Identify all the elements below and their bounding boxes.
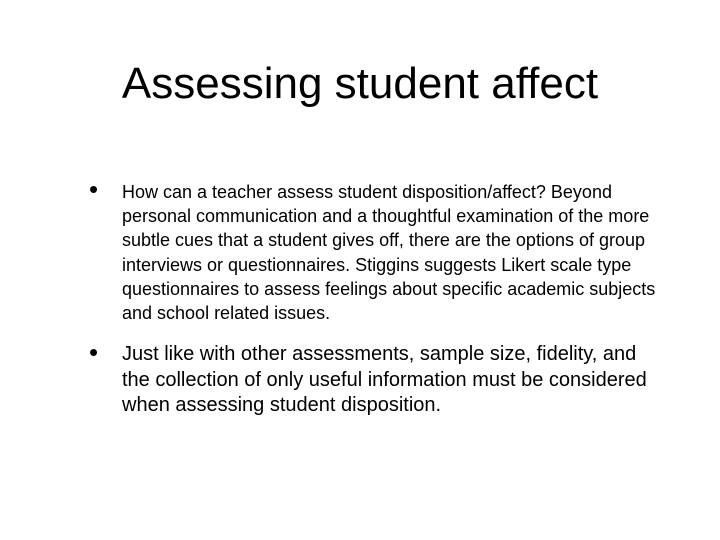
bullet-item-assessment-considerations [86, 337, 666, 419]
bullet-item-disposition-question [86, 174, 666, 325]
slide-title: Assessing student affect [121, 59, 599, 108]
bullet-marker-icon: • [89, 337, 99, 368]
bullet-text: Just like with other assessments, sample size, fidelity, and the collection of only useful information must be considered when assessing student disposition. [122, 343, 647, 417]
bullet-list [86, 174, 666, 419]
bullet-marker-icon: • [89, 174, 99, 204]
bullet-text: How can a teacher assess student disposition/affect? Beyond personal communication and a thoughtful examination of the more subtle cues that a student gives off, there are the options of group interviews or questionnaires. Stiggins suggests Likert scale type questionnaires to assess feelings about specific academic subjects and school related issues. [122, 182, 656, 324]
